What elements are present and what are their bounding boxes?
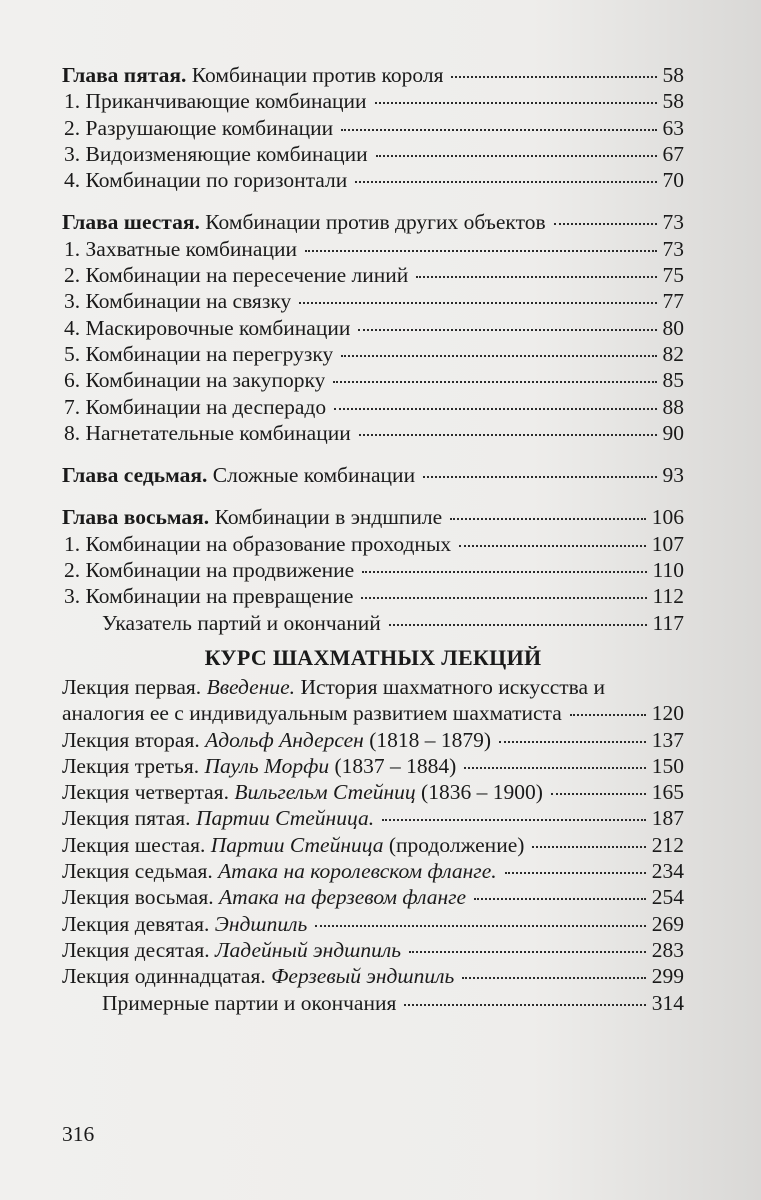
lecture-suffix: (1837 – 1884) — [329, 753, 457, 778]
toc-lecture — [62, 779, 684, 805]
leader-dots — [409, 950, 646, 953]
leader-dots — [474, 897, 646, 900]
lecture-suffix: (1836 – 1900) — [415, 780, 543, 805]
leader-dots — [389, 623, 647, 626]
toc-item — [62, 394, 684, 420]
leader-dots — [362, 570, 646, 573]
page-number: 112 — [652, 584, 684, 609]
lecture-subject: Партии Стейница. — [195, 806, 375, 831]
leader-dots — [375, 101, 657, 104]
toc-item — [62, 420, 684, 446]
toc-item-label: 1. Комбинации на образование проходных — [64, 531, 452, 556]
page-number: 150 — [651, 753, 684, 778]
page-number: 73 — [662, 210, 684, 235]
leader-dots — [341, 128, 656, 131]
toc-item-label: 1. Захватные комбинации — [64, 236, 297, 261]
toc-sample-games — [62, 990, 684, 1016]
toc-item-label: Указатель партий и окончаний — [102, 610, 381, 635]
page-number: 63 — [662, 115, 684, 140]
lecture-subject: Ладейный эндшпиль — [215, 937, 402, 962]
toc-item-label: 1. Приканчивающие комбинации — [64, 89, 367, 114]
toc-item — [62, 141, 684, 167]
toc-item-label: 2. Комбинации на пересечение линий — [64, 263, 409, 288]
toc-lecture — [62, 805, 684, 831]
lecture-prefix: Лекция шестая. — [62, 832, 211, 857]
toc-item — [62, 236, 684, 262]
page-number: 85 — [662, 368, 684, 393]
page-number: 107 — [651, 531, 684, 556]
toc-item-label: 4. Комбинации по горизонтали — [64, 168, 348, 193]
toc-lecture — [62, 884, 684, 910]
page-number: 90 — [662, 420, 684, 445]
lecture-title-line1: История шахматного искусства и — [295, 674, 605, 699]
page-number: 254 — [651, 885, 684, 910]
toc-chapter-8 — [62, 504, 684, 530]
toc-item — [62, 262, 684, 288]
leader-dots — [464, 766, 645, 769]
chapter-7-title: Сложные комбинации — [207, 463, 416, 488]
chapter-7-heading: Глава седьмая. — [62, 463, 208, 488]
chapter-6-title: Комбинации против других объектов — [199, 210, 546, 235]
page-number: 234 — [651, 859, 684, 884]
leader-dots — [376, 154, 657, 157]
toc-item — [62, 315, 684, 341]
lecture-subject: Адольф Андерсен — [205, 727, 364, 752]
page-number: 314 — [651, 990, 684, 1015]
page-number: 80 — [662, 315, 684, 340]
toc-item — [62, 115, 684, 141]
page-number: 187 — [651, 806, 684, 831]
lecture-subject: Вильгельм Стейниц — [234, 780, 416, 805]
toc-lecture — [62, 832, 684, 858]
lecture-subject: Атака на королевском фланге. — [218, 859, 497, 884]
chapter-5-heading: Глава пятая. — [62, 63, 187, 87]
leader-dots — [532, 845, 645, 848]
toc-lecture — [62, 963, 684, 989]
leader-dots — [423, 475, 656, 478]
lecture-prefix: Лекция восьмая. — [62, 885, 219, 910]
lecture-subject: Партии Стейница — [210, 832, 384, 857]
toc-lecture — [62, 727, 684, 753]
toc-item-label: 2. Комбинации на продвижение — [64, 558, 355, 583]
page-number: 82 — [662, 341, 684, 366]
toc-item-label: 8. Нагнетательные комбинации — [64, 420, 351, 445]
page-number: 75 — [662, 263, 684, 288]
lecture-suffix: (1818 – 1879) — [363, 727, 492, 752]
toc-lecture-1 — [62, 674, 684, 727]
lecture-subject: Введение. — [206, 674, 296, 699]
chapter-8-heading: Глава восьмая. — [62, 505, 210, 530]
lecture-prefix: Лекция вторая. — [62, 727, 206, 752]
leader-dots — [450, 517, 646, 520]
leader-dots — [551, 792, 646, 795]
toc-item-label: 3. Комбинации на превращение — [64, 584, 354, 609]
toc-item-label: 3. Видоизменяющие комбинации — [64, 141, 368, 166]
leader-dots — [299, 301, 656, 304]
toc-item — [62, 288, 684, 314]
toc-item-label: 7. Комбинации на десперадо — [64, 394, 327, 419]
page-number: 269 — [651, 911, 684, 936]
toc-item — [62, 531, 684, 557]
page-number: 93 — [662, 463, 684, 488]
page-number: 77 — [662, 289, 684, 314]
page-number: 117 — [652, 610, 684, 635]
toc-chapter-6 — [62, 209, 684, 235]
table-of-contents — [62, 62, 684, 1016]
page-number: 106 — [651, 505, 684, 530]
page-number: 88 — [662, 394, 684, 419]
toc-item-label: Примерные партии и окончания — [102, 990, 397, 1015]
leader-dots — [459, 544, 646, 547]
toc-item-label: 5. Комбинации на перегрузку — [64, 341, 334, 366]
leader-dots — [334, 407, 656, 410]
leader-dots — [505, 871, 646, 874]
page-number: 212 — [651, 832, 684, 857]
leader-dots — [359, 433, 657, 436]
leader-dots — [333, 380, 656, 383]
leader-dots — [570, 713, 646, 716]
page-number: 67 — [662, 141, 684, 166]
leader-dots — [361, 596, 646, 599]
lecture-prefix: Лекция пятая. — [62, 806, 196, 831]
lecture-subject: Пауль Морфи — [204, 753, 330, 778]
toc-item — [62, 167, 684, 193]
chapter-8-title: Комбинации в эндшпиле — [209, 505, 443, 530]
lecture-prefix: Лекция десятая. — [62, 937, 215, 962]
lecture-subject: Эндшпиль — [214, 911, 308, 936]
toc-item-label: 2. Разрушающие комбинации — [64, 115, 334, 140]
page-number: 137 — [651, 727, 684, 752]
leader-dots — [382, 818, 646, 821]
lecture-prefix: Лекция третья. — [62, 753, 205, 778]
toc-lecture — [62, 937, 684, 963]
leader-dots — [341, 354, 656, 357]
page-number: 58 — [662, 63, 684, 87]
lecture-prefix: Лекция девятая. — [62, 911, 215, 936]
leader-dots — [305, 249, 657, 252]
page-number: 283 — [651, 937, 684, 962]
lecture-title-line2: аналогия ее с индивидуальным развитием шахматиста — [62, 701, 562, 726]
leader-dots — [499, 740, 646, 743]
toc-item — [62, 367, 684, 393]
toc-item — [62, 557, 684, 583]
lecture-subject: Ферзевый эндшпиль — [271, 964, 455, 989]
lecture-prefix: Лекция первая. — [62, 674, 207, 699]
page-number: 299 — [651, 964, 684, 989]
lecture-prefix: Лекция четвертая. — [62, 780, 235, 805]
page-number: 70 — [662, 168, 684, 193]
toc-chapter-7 — [62, 462, 684, 488]
leader-dots — [404, 1003, 645, 1006]
chapter-6-heading: Глава шестая. — [62, 210, 200, 235]
leader-dots — [355, 180, 656, 183]
toc-item — [62, 341, 684, 367]
page-number: 110 — [652, 558, 684, 583]
toc-lecture — [62, 911, 684, 937]
toc-chapter-5 — [62, 62, 684, 88]
page-number: 120 — [651, 701, 684, 726]
toc-item-label: 3. Комбинации на связку — [64, 289, 292, 314]
section-title: КУРС ШАХМАТНЫХ ЛЕКЦИЙ — [204, 644, 542, 670]
toc-item — [62, 88, 684, 114]
toc-lecture — [62, 753, 684, 779]
toc-item-label: 4. Маскировочные комбинации — [64, 315, 351, 340]
page-number: 58 — [662, 89, 684, 114]
leader-dots — [315, 924, 645, 927]
leader-dots — [451, 75, 656, 78]
page-number: 165 — [651, 780, 684, 805]
lecture-prefix: Лекция седьмая. — [62, 859, 219, 884]
leader-dots — [416, 275, 656, 278]
lecture-suffix: (продолжение) — [383, 832, 525, 857]
leader-dots — [358, 328, 656, 331]
toc-item-label: 6. Комбинации на закупорку — [64, 368, 326, 393]
page-number: 73 — [662, 236, 684, 261]
leader-dots — [462, 976, 645, 979]
page-folio: 316 — [62, 1122, 95, 1146]
toc-lecture — [62, 858, 684, 884]
toc-index-games — [62, 610, 684, 636]
lecture-subject: Атака на ферзевом фланге — [218, 885, 467, 910]
toc-item — [62, 583, 684, 609]
leader-dots — [554, 222, 657, 225]
chapter-5-title: Комбинации против короля — [186, 63, 444, 87]
lecture-prefix: Лекция одиннадцатая. — [62, 964, 272, 989]
